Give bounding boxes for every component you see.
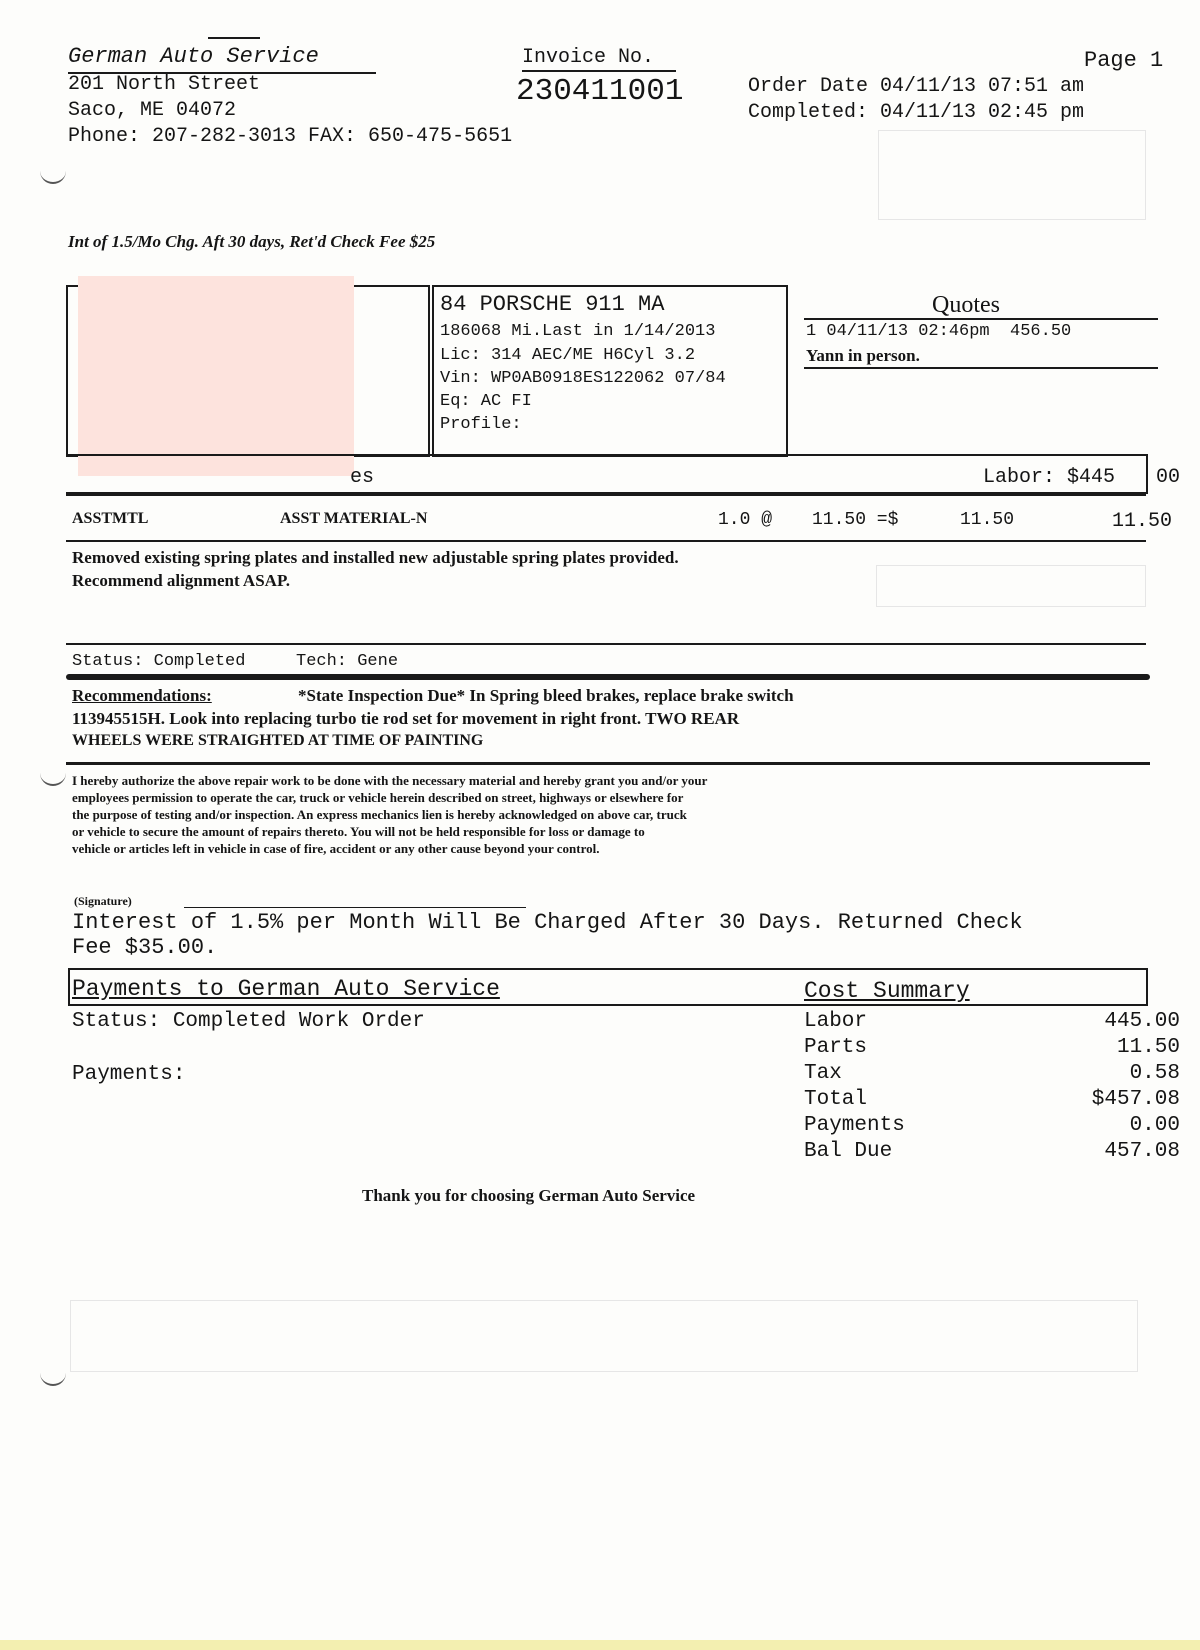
cost-row-value: $457.08 — [1091, 1088, 1180, 1111]
cost-row — [804, 1010, 1180, 1036]
tech-text: Tech: Gene — [296, 652, 399, 671]
scan-edge-strip — [0, 1640, 1200, 1650]
order-date: Order Date 04/11/13 07:51 am — [748, 75, 1085, 98]
vehicle-title: 84 PORSCHE 911 MA — [440, 292, 665, 317]
line-item-description: ASST MATERIAL-N — [280, 510, 428, 527]
cost-summary-title: Cost Summary — [804, 978, 970, 1004]
binder-hole-mark — [40, 770, 66, 786]
interest-full-line2: Fee $35.00. — [72, 935, 218, 960]
recommendations-line3: WHEELS WERE STRAIGHTED AT TIME OF PAINTING — [72, 732, 484, 749]
authorization-line1: I hereby authorize the above repair work to be done with the necessary material and hereby grant you and/or your — [72, 773, 708, 788]
shop-phone-fax: Phone: 207-282-3013 FAX: 650-475-5651 — [68, 125, 513, 148]
interest-note: Int of 1.5/Mo Chg. Aft 30 days, Ret'd Check Fee $25 — [68, 232, 436, 251]
recommendations-line2: 113945515H. Look into replacing turbo tie rod set for movement in right front. TWO REAR — [72, 709, 740, 728]
cost-row-value: 11.50 — [1116, 1036, 1180, 1059]
job-notes-line1: Removed existing spring plates and installed new adjustable spring plates provided. — [72, 548, 679, 567]
quote-line-1: 1 04/11/13 02:46pm 456.50 — [806, 322, 1072, 341]
payments-title: Payments to German Auto Service — [72, 976, 500, 1002]
thank-you-message: Thank you for choosing German Auto Service — [362, 1186, 696, 1205]
job-labor-amount: Labor: $445 — [983, 466, 1116, 489]
vehicle-profile: Profile: — [440, 415, 522, 434]
job-header-underline — [66, 494, 1146, 496]
binder-hole-mark — [40, 168, 66, 184]
invoice-label: Invoice No. — [522, 46, 655, 69]
interest-full-line1: Interest of 1.5% per Month Will Be Charged After 30 Days. Returned Check — [72, 910, 1023, 935]
shop-address-line2: Saco, ME 04072 — [68, 99, 237, 122]
payments-status: Status: Completed Work Order — [72, 1010, 425, 1033]
authorization-line3: the purpose of testing and/or inspection. An express mechanics lien is hereby acknowledged on above car, truck — [72, 807, 687, 822]
binder-hole-mark — [40, 1370, 66, 1386]
signature-line — [184, 907, 526, 908]
scan-ghost-box — [878, 130, 1146, 220]
vehicle-license: Lic: 314 AEC/ME H6Cyl 3.2 — [440, 346, 696, 365]
cost-row-value: 457.08 — [1104, 1140, 1180, 1163]
cost-row-label: Labor — [804, 1010, 868, 1033]
line-item-code: ASSTMTL — [72, 510, 149, 527]
recommendations-label: Recommendations: — [72, 686, 212, 705]
page-number: Page 1 — [1084, 48, 1164, 73]
cost-row-label: Total — [804, 1088, 868, 1111]
shop-address-line1: 201 North Street — [68, 73, 261, 96]
cost-row-label: Parts — [804, 1036, 868, 1059]
scan-ghost-box — [70, 1300, 1138, 1372]
job-notes-line2: Recommend alignment ASAP. — [72, 571, 291, 590]
vehicle-mileage: 186068 Mi.Last in 1/14/2013 — [440, 322, 716, 341]
cost-row-label: Tax — [804, 1062, 842, 1085]
invoice-label-underline — [522, 70, 676, 72]
cost-summary-table — [804, 1010, 1180, 1166]
invoice-number: 230411001 — [516, 74, 684, 109]
authorization-line5: vehicle or articles left in vehicle in case of fire, accident or any other cause beyond your control. — [72, 841, 600, 856]
status-thick-rule — [66, 674, 1150, 680]
cost-row — [804, 1140, 1180, 1166]
cost-row-label: Bal Due — [804, 1140, 893, 1163]
customer-redaction — [78, 276, 354, 476]
cost-row — [804, 1036, 1180, 1062]
quotes-title: Quotes — [932, 292, 1000, 318]
authorization-line4: or vehicle to secure the amount of repairs thereto. You will not be held responsible for loss or damage to — [72, 824, 645, 839]
quote-line-2: Yann in person. — [806, 346, 920, 365]
job-labor-cents: 00 — [1156, 466, 1181, 489]
cost-row-value: 445.00 — [1104, 1010, 1180, 1033]
line-item-qty: 1.0 @ — [718, 510, 773, 530]
shop-name: German Auto Service — [68, 44, 319, 69]
completed-date: Completed: 04/11/13 02:45 pm — [748, 101, 1085, 124]
recommendations-line1: *State Inspection Due* In Spring bleed brakes, replace brake switch — [298, 686, 794, 705]
cost-row — [804, 1114, 1180, 1140]
line-item-total: 11.50 — [1112, 510, 1173, 533]
quotes-bottom-rule — [804, 367, 1158, 369]
line-item-price: 11.50 =$ — [812, 510, 899, 530]
line-item-ext: 11.50 — [960, 510, 1015, 530]
cost-row — [804, 1062, 1180, 1088]
status-top-rule — [66, 643, 1146, 645]
shop-name-overline — [208, 37, 260, 39]
vehicle-vin: Vin: WP0AB0918ES122062 07/84 — [440, 369, 726, 388]
recommendations-bottom-rule — [66, 762, 1150, 765]
quotes-title-rule — [804, 318, 1158, 320]
payments-label: Payments: — [72, 1063, 186, 1086]
vehicle-equipment: Eq: AC FI — [440, 392, 532, 411]
cost-row-value: 0.00 — [1129, 1114, 1180, 1137]
job-title-partial: es — [350, 466, 375, 489]
authorization-line2: employees permission to operate the car, truck or vehicle herein described on street, highways or elsewhere for — [72, 790, 684, 805]
cost-row — [804, 1088, 1180, 1114]
cost-row-value: 0.58 — [1129, 1062, 1180, 1085]
status-text: Status: Completed — [72, 652, 246, 671]
signature-label: (Signature) — [74, 894, 132, 908]
cost-row-label: Payments — [804, 1114, 905, 1137]
scan-ghost-box — [876, 565, 1146, 607]
line-item-rule — [66, 540, 1146, 542]
